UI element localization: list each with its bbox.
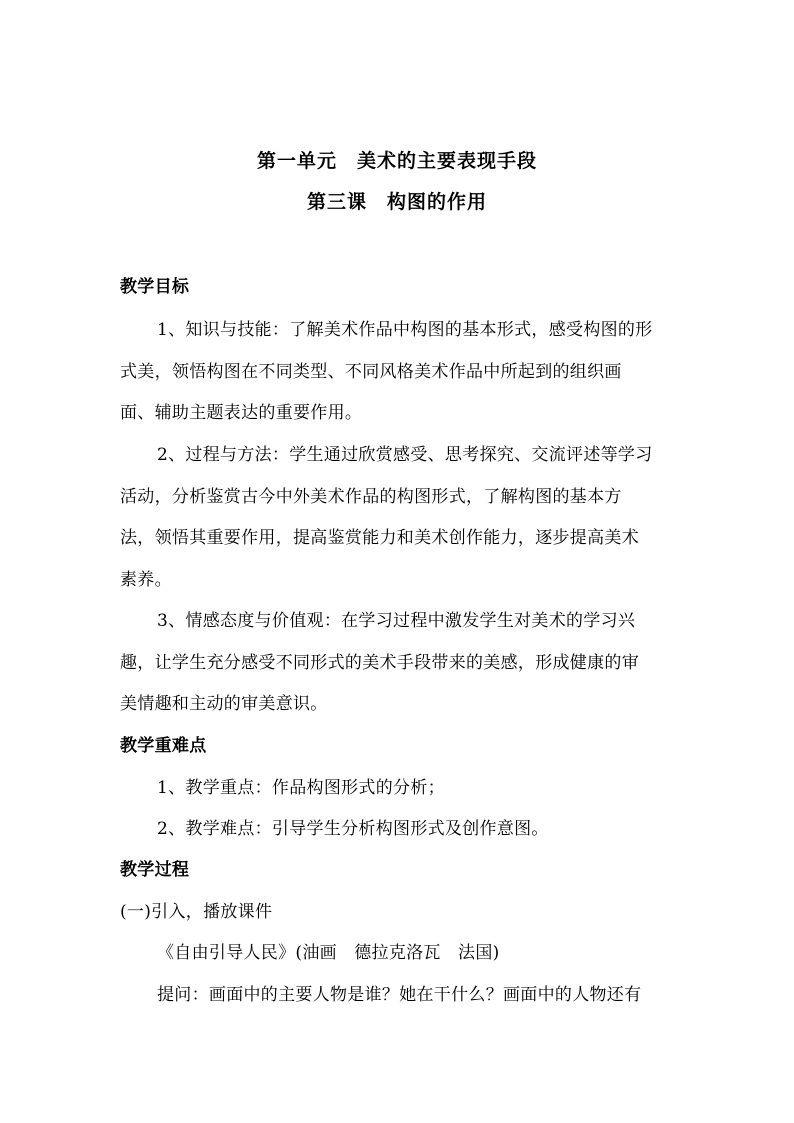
objectives-line: 趣，让学生充分感受不同形式的美术手段带来的美感，形成健康的审 xyxy=(120,653,639,673)
lesson-title: 第三课 构图的作用 xyxy=(306,191,487,213)
unit-title: 第一单元 美术的主要表现手段 xyxy=(256,150,537,172)
process-line: (一)引入，播放课件 xyxy=(120,902,273,922)
process-heading: 教学过程 xyxy=(120,860,190,880)
key-points-line: 2、教学难点：引导学生分析构图形式及创作意图。 xyxy=(157,819,549,839)
process-line: 《自由引导人民》(油画 德拉克洛瓦 法国) xyxy=(157,943,500,963)
objectives-line: 1、知识与技能：了解美术作品中构图的基本形式，感受构图的形 xyxy=(157,320,653,340)
objectives-line: 面、辅助主题表达的重要作用。 xyxy=(120,403,363,423)
key-points-heading: 教学重难点 xyxy=(120,736,207,756)
objectives-line: 活动，分析鉴赏古今中外美术作品的构图形式，了解构图的基本方 xyxy=(120,487,622,507)
objectives-line: 素养。 xyxy=(120,570,172,590)
process-line: 提问：画面中的主要人物是谁？她在干什么？画面中的人物还有 xyxy=(157,985,642,1005)
key-points-line: 1、教学重点：作品构图形式的分析； xyxy=(157,778,445,798)
objectives-heading: 教学目标 xyxy=(120,277,190,297)
objectives-line: 美情趣和主动的审美意识。 xyxy=(120,694,328,714)
objectives-line: 2、过程与方法：学生通过欣赏感受、思考探究、交流评述等学习 xyxy=(157,445,653,465)
objectives-line: 式美，领悟构图在不同类型、不同风格美术作品中所起到的组织画 xyxy=(120,362,622,382)
objectives-line: 3、情感态度与价值观：在学习过程中激发学生对美术的学习兴 xyxy=(157,611,636,631)
objectives-line: 法，领悟其重要作用，提高鉴赏能力和美术创作能力，逐步提高美术 xyxy=(120,528,639,548)
